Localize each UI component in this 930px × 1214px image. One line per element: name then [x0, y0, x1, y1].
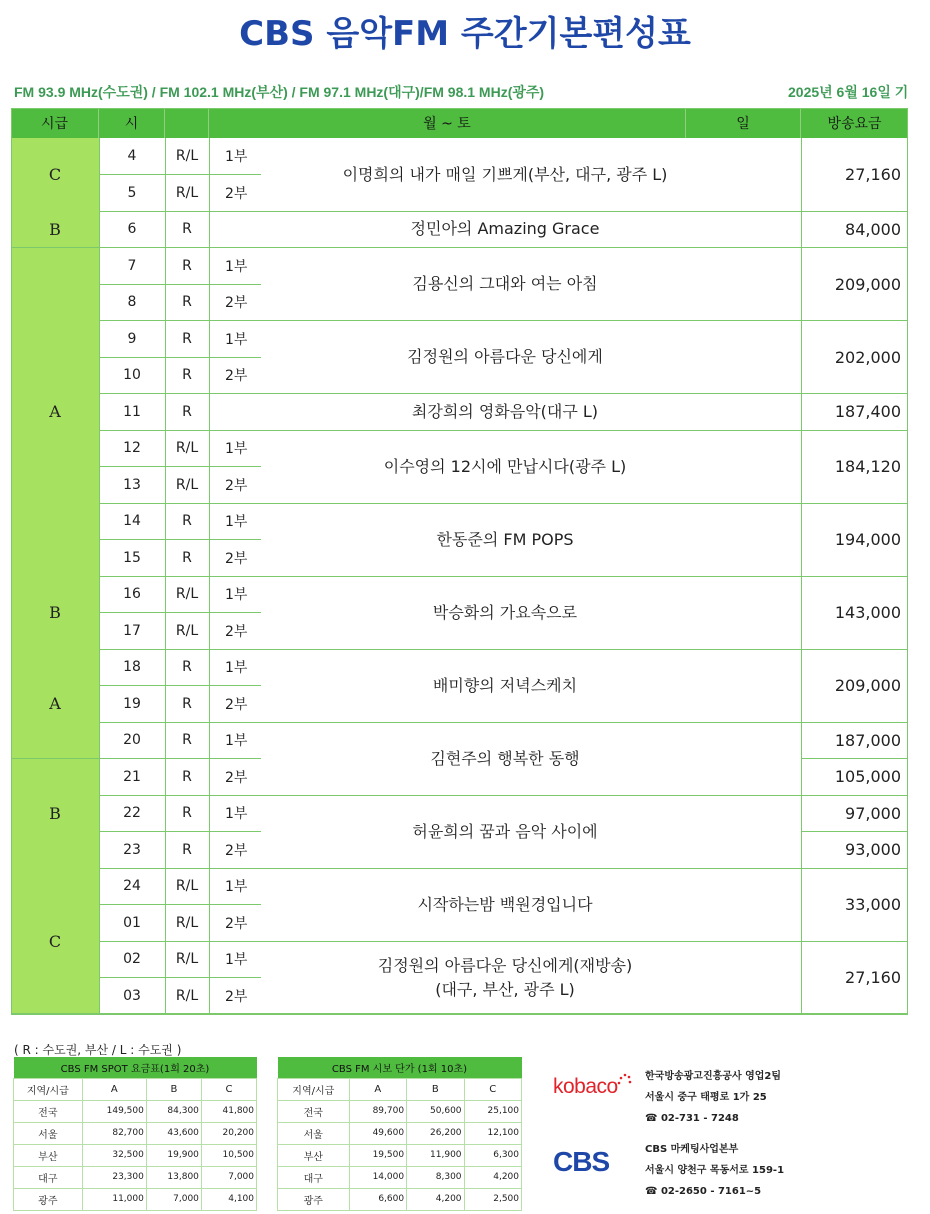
row-divider [209, 1014, 801, 1015]
broadcast-type-cell: R [182, 695, 192, 712]
program-cell: 배미향의 저녁스케치 [432, 675, 578, 695]
broadcast-type-cell: R/L [175, 878, 199, 895]
broadcast-type-cell: R/L [175, 914, 199, 931]
hour-cell: 6 [127, 221, 137, 238]
hour-cell: 11 [123, 403, 141, 420]
part-cell: 2부 [225, 842, 248, 859]
frequency-info: FM 93.9 MHz(수도권) / FM 102.1 MHz(부산) / FM 97.1 MHz(대구)/FM 98.1 MHz(광주) [14, 84, 545, 100]
part-cell: 1부 [225, 441, 248, 458]
column-divider [801, 138, 802, 1014]
rate-cell: 25,100 [464, 1100, 521, 1122]
broadcast-type-cell: R/L [175, 622, 199, 639]
hour-cell: 03 [123, 987, 141, 1004]
program-cell: 한동준의 FM POPS [436, 529, 574, 549]
time-signal-rate-table [277, 1057, 522, 1211]
header-fee: 방송요금 [801, 108, 908, 138]
part-cell: 1부 [225, 733, 248, 750]
cbs-contact [645, 1139, 784, 1202]
part-cell: 2부 [225, 915, 248, 932]
hour-cell: 4 [127, 148, 137, 165]
program-cell: 이수영의 12시에 만납시다(광주 L) [383, 456, 627, 476]
header-hour: 시 [99, 108, 165, 138]
fee-cell: 97,000 [845, 803, 901, 823]
part-cell: 2부 [225, 477, 248, 494]
rate-cell: 7,000 [146, 1188, 201, 1210]
part-cell: 1부 [225, 331, 248, 348]
grade-cell: A [11, 248, 99, 577]
table-row [14, 1144, 257, 1166]
broadcast-type-cell: R/L [175, 586, 199, 603]
time-signal-table-caption: CBS FM 시보 단가 (1회 10초) [278, 1057, 522, 1078]
rate-cell: 11,000 [82, 1188, 146, 1210]
fee-cell: 27,160 [845, 165, 901, 184]
part-cell: 1부 [225, 660, 248, 677]
program-cell: 최강희의 영화음악(대구 L) [411, 401, 599, 421]
grade-cell: C [11, 868, 99, 1014]
part-cell: 1부 [225, 879, 248, 896]
ts-header-c: C [464, 1078, 521, 1100]
broadcast-type-cell: R [182, 841, 192, 858]
column-divider [209, 138, 210, 1014]
region-cell: 대구 [14, 1166, 83, 1188]
hour-cell: 20 [123, 732, 141, 749]
hour-cell: 9 [127, 330, 137, 347]
program-cell: 정민아의 Amazing Grace [410, 219, 600, 239]
rate-cell: 149,500 [82, 1100, 146, 1122]
hour-cell: 24 [123, 878, 141, 895]
legend-note: ( R : 수도권, 부산 / L : 수도권 ) [14, 1043, 182, 1057]
hour-cell: 12 [123, 440, 141, 457]
region-cell: 부산 [14, 1144, 83, 1166]
fee-cell: 184,120 [834, 457, 901, 476]
fee-cell: 27,160 [845, 968, 901, 987]
grade-cell: B [11, 576, 99, 649]
hour-cell: 22 [123, 805, 141, 822]
header-grade: 시급 [11, 108, 99, 138]
broadcast-type-cell: R [182, 294, 192, 311]
table-row [14, 1166, 257, 1188]
hour-cell: 21 [123, 768, 141, 785]
column-divider [165, 138, 166, 1014]
table-row [278, 1188, 522, 1210]
table-row [278, 1166, 522, 1188]
program-cell: 박승화의 가요속으로 [432, 602, 578, 622]
part-cell: 2부 [225, 623, 248, 640]
hour-cell: 01 [123, 914, 141, 931]
program-cell: 시작하는밤 백원경입니다 [417, 894, 593, 914]
hour-cell: 14 [123, 513, 141, 530]
cbs-address: 서울시 양천구 목동서로 159-1 [645, 1165, 785, 1176]
spot-header-a: A [82, 1078, 146, 1100]
row-divider [801, 1014, 908, 1015]
broadcast-type-cell: R/L [175, 440, 199, 457]
part-cell: 2부 [225, 368, 248, 385]
broadcast-type-cell: R/L [175, 987, 199, 1004]
rate-cell: 14,000 [349, 1166, 406, 1188]
hour-cell: 17 [123, 622, 141, 639]
hour-cell: 23 [123, 841, 141, 858]
part-cell: 1부 [225, 258, 248, 275]
rate-cell: 49,600 [349, 1122, 406, 1144]
broadcast-type-cell: R/L [175, 476, 199, 493]
rate-cell: 26,200 [407, 1122, 464, 1144]
grade-cell: A [11, 649, 99, 759]
grade-cell: B [11, 759, 99, 869]
spot-header-c: C [201, 1078, 256, 1100]
program-cell: 허윤희의 꿈과 음악 사이에 [412, 821, 598, 841]
hour-cell: 13 [123, 476, 141, 493]
rate-cell: 19,500 [349, 1144, 406, 1166]
hour-cell: 19 [123, 695, 141, 712]
rate-cell: 13,800 [146, 1166, 201, 1188]
rate-cell: 6,600 [349, 1188, 406, 1210]
schedule-table [11, 108, 908, 1014]
part-cell: 2부 [225, 696, 248, 713]
hour-cell: 16 [123, 586, 141, 603]
hour-cell: 7 [127, 257, 137, 274]
hour-cell: 02 [123, 951, 141, 968]
fee-cell: 84,000 [845, 219, 901, 239]
cbs-department: CBS 마케팅사업본부 [645, 1144, 739, 1155]
broadcast-type-cell: R [182, 403, 192, 420]
header-weekday: 월 ~ 토 [209, 108, 686, 138]
rate-cell: 4,200 [407, 1188, 464, 1210]
broadcast-type-cell: R [182, 257, 192, 274]
region-cell: 광주 [278, 1188, 350, 1210]
rate-cell: 84,300 [146, 1100, 201, 1122]
part-cell: 1부 [225, 806, 248, 823]
broadcast-type-cell: R/L [175, 184, 199, 201]
ts-header-a: A [349, 1078, 406, 1100]
kobaco-logo: kobaco [553, 1075, 635, 1105]
spot-header-b: B [146, 1078, 201, 1100]
region-cell: 광주 [14, 1188, 83, 1210]
program-cell: 이명희의 내가 매일 기쁘게(부산, 대구, 광주 L) [342, 164, 668, 184]
program-cell: 김정원의 아름다운 당신에게 [407, 347, 603, 366]
part-cell: 2부 [225, 988, 248, 1005]
part-cell: 2부 [225, 295, 248, 312]
cbs-phone: ☎ 02-2650 - 7161~5 [645, 1186, 762, 1197]
program-cell: 김용신의 그대와 여는 아침 [412, 274, 598, 293]
broadcast-type-cell: R [182, 221, 192, 238]
region-cell: 대구 [278, 1166, 350, 1188]
fee-cell: 93,000 [845, 840, 901, 860]
kobaco-contact [645, 1066, 781, 1129]
rate-cell: 89,700 [349, 1100, 406, 1122]
fee-cell: 209,000 [834, 274, 901, 294]
rate-cell: 23,300 [82, 1166, 146, 1188]
fee-cell: 202,000 [834, 347, 901, 367]
part-cell: 1부 [225, 149, 248, 166]
rate-cell: 11,900 [407, 1144, 464, 1166]
broadcast-type-cell: R [182, 732, 192, 749]
fee-cell: 143,000 [834, 603, 901, 622]
region-cell: 서울 [278, 1122, 350, 1144]
rate-cell: 50,600 [407, 1100, 464, 1122]
broadcast-type-cell: R [182, 805, 192, 822]
fee-cell: 209,000 [834, 676, 901, 695]
region-cell: 전국 [278, 1100, 350, 1122]
kobaco-phone: ☎ 02-731 - 7248 [645, 1113, 739, 1124]
rate-cell: 32,500 [82, 1144, 146, 1166]
rate-cell: 6,300 [464, 1144, 521, 1166]
spot-table-caption: CBS FM SPOT 요금표(1회 20초) [14, 1057, 257, 1078]
table-row [278, 1144, 522, 1166]
table-row [14, 1100, 257, 1122]
rate-cell: 82,700 [82, 1122, 146, 1144]
part-cell: 1부 [225, 952, 248, 969]
kobaco-dots-icon [616, 1072, 632, 1088]
rate-cell: 41,800 [201, 1100, 256, 1122]
part-cell: 2부 [225, 185, 248, 202]
kobaco-address: 서울시 중구 태평로 1가 25 [645, 1092, 767, 1103]
page-title: CBS 음악FM 주간기본편성표 [239, 14, 691, 54]
rate-cell: 19,900 [146, 1144, 201, 1166]
ts-header-region: 지역/시급 [278, 1078, 350, 1100]
fee-cell: 105,000 [834, 767, 901, 787]
region-cell: 부산 [278, 1144, 350, 1166]
rate-cell: 20,200 [201, 1122, 256, 1144]
rate-cell: 2,500 [464, 1188, 521, 1210]
row-divider [99, 1014, 209, 1015]
hour-cell: 18 [123, 659, 141, 676]
spot-rate-table [13, 1057, 257, 1211]
rate-cell: 4,200 [464, 1166, 521, 1188]
grade-cell: B [11, 211, 99, 248]
rate-cell: 4,100 [201, 1188, 256, 1210]
region-cell: 서울 [14, 1122, 83, 1144]
broadcast-type-cell: R/L [175, 148, 199, 165]
ts-header-b: B [407, 1078, 464, 1100]
rate-cell: 43,600 [146, 1122, 201, 1144]
header-type [165, 108, 209, 138]
row-divider [11, 1014, 99, 1015]
rate-cell: 8,300 [407, 1166, 464, 1188]
grade-cell: C [11, 138, 99, 211]
hour-cell: 15 [123, 549, 141, 566]
spot-header-region: 지역/시급 [14, 1078, 83, 1100]
part-cell: 2부 [225, 550, 248, 567]
fee-cell: 187,400 [834, 402, 901, 422]
broadcast-type-cell: R [182, 768, 192, 785]
cbs-logo: CBS [553, 1146, 610, 1177]
broadcast-type-cell: R [182, 367, 192, 384]
program-cell: 김현주의 행복한 동행 [430, 748, 580, 768]
broadcast-type-cell: R [182, 513, 192, 530]
table-row [14, 1122, 257, 1144]
fee-cell: 33,000 [845, 895, 901, 914]
schedule-date: 2025년 6월 16일 기 [788, 84, 909, 100]
column-divider [99, 138, 100, 1014]
hour-cell: 5 [127, 184, 137, 201]
table-row [278, 1100, 522, 1122]
hour-cell: 8 [127, 294, 137, 311]
part-cell: 2부 [225, 769, 248, 786]
part-cell: 1부 [225, 514, 248, 531]
fee-cell: 194,000 [834, 530, 901, 549]
broadcast-type-cell: R/L [175, 951, 199, 968]
rate-cell: 12,100 [464, 1122, 521, 1144]
region-cell: 전국 [14, 1100, 83, 1122]
table-row [14, 1188, 257, 1210]
rate-cell: 10,500 [201, 1144, 256, 1166]
broadcast-type-cell: R [182, 330, 192, 347]
rate-cell: 7,000 [201, 1166, 256, 1188]
broadcast-type-cell: R [182, 659, 192, 676]
header-sunday: 일 [686, 108, 801, 138]
kobaco-team: 한국방송광고진흥공사 영업2팀 [645, 1071, 782, 1082]
part-cell: 1부 [225, 587, 248, 604]
program-cell: 김정원의 아름다운 당신에게(재방송) (대구, 부산, 광주 L) [377, 955, 633, 999]
hour-cell: 10 [123, 367, 141, 384]
fee-cell: 187,000 [834, 730, 901, 750]
table-row [278, 1122, 522, 1144]
broadcast-type-cell: R [182, 549, 192, 566]
